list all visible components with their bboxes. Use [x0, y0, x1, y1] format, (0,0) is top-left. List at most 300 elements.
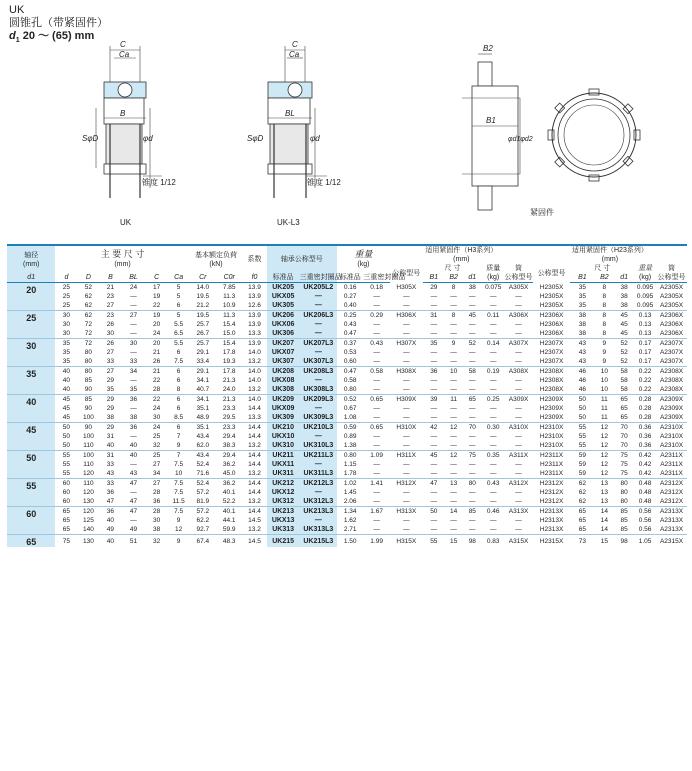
- h23-nut-head: 筒: [668, 265, 676, 272]
- table-cell: 23.3: [216, 423, 242, 433]
- table-cell: 60: [55, 479, 77, 489]
- table-cell: 70: [620, 442, 628, 449]
- table-cell: 130: [77, 535, 99, 548]
- table-cell: 36: [121, 423, 145, 433]
- table-cell: UK208L3: [300, 367, 337, 377]
- table-cell: 13.3: [248, 330, 261, 337]
- col-shaft: 轴径 (mm): [7, 245, 55, 273]
- table-cell: 47: [423, 479, 445, 489]
- table-cell: UK307L3: [300, 357, 337, 367]
- table-cell: 22: [146, 395, 168, 405]
- table-cell: 0.48: [638, 498, 652, 505]
- table-cell: 26: [106, 321, 115, 328]
- figures-panel: [0, 38, 692, 238]
- table-cell: 8: [451, 284, 456, 291]
- table-cell: 45: [620, 330, 628, 337]
- table-cell: 40: [129, 442, 138, 449]
- table-cell: H2311X: [540, 461, 564, 468]
- table-cell: 0.56: [638, 526, 652, 533]
- table-cell: —: [515, 414, 522, 421]
- table-cell: 23: [99, 311, 121, 321]
- table-cell: 0.11: [482, 311, 504, 321]
- table-cell: 55: [62, 470, 71, 477]
- table-cell: H2313X: [533, 507, 570, 517]
- table-cell: 80: [84, 358, 93, 365]
- table-cell: —: [515, 405, 522, 412]
- table-cell: 27: [99, 367, 121, 377]
- table-cell: 65: [578, 517, 586, 524]
- table-cell: 36: [106, 489, 115, 496]
- table-cell: —: [403, 414, 410, 421]
- table-cell: UK213: [267, 507, 300, 517]
- table-cell: —: [130, 433, 137, 440]
- table-cell: 1.15: [343, 461, 357, 468]
- table-cell: —: [515, 526, 522, 533]
- table-row: [7, 395, 687, 405]
- table-cell: 9: [602, 349, 607, 356]
- table-cell: —: [430, 498, 438, 505]
- table-cell: —: [373, 349, 380, 356]
- table-cell: H305X: [396, 283, 417, 291]
- head-Cr: Cr: [190, 273, 216, 283]
- table-cell: UK210: [267, 423, 300, 433]
- table-cell: —: [373, 358, 380, 365]
- table-cell: —: [489, 321, 497, 328]
- table-cell: H2310X: [539, 442, 564, 449]
- head-h23-b1: B1: [570, 273, 594, 283]
- table-cell: 5: [176, 284, 181, 291]
- table-cell: —: [450, 358, 457, 365]
- table-cell: 14.4: [248, 405, 261, 412]
- table-cell: 70: [620, 433, 628, 440]
- table-cell: 43: [578, 358, 586, 365]
- table-cell: 72: [84, 321, 93, 328]
- table-cell: 62.2: [196, 517, 210, 524]
- table-cell: H2309X: [539, 405, 564, 412]
- table-cell: 29: [99, 423, 121, 433]
- h3-mass-head: 质量: [486, 265, 501, 272]
- table-cell: UK212L3: [300, 479, 337, 489]
- sleeve-front-drawing: [548, 89, 640, 181]
- table-row: [7, 423, 687, 433]
- table-cell: —: [515, 442, 522, 449]
- table-cell: UK312: [267, 497, 300, 507]
- table-cell: 26: [152, 358, 161, 365]
- table-cell: 50: [62, 433, 71, 440]
- table-cell: 12: [600, 442, 608, 449]
- table-cell: 80: [620, 498, 628, 505]
- table-cell: 47: [129, 498, 138, 505]
- table-cell: 0.53: [343, 349, 357, 356]
- table-cell: 29.1: [190, 367, 216, 377]
- table-cell: 14.0: [196, 284, 210, 291]
- table-cell: 40: [62, 386, 71, 393]
- table-cell: UKX12: [267, 488, 300, 497]
- table-cell: 35: [578, 302, 586, 309]
- table-cell: 6: [176, 302, 181, 309]
- table-cell: 35.1: [196, 405, 210, 412]
- table-cell: UK210L3: [300, 423, 337, 433]
- table-cell: 22: [152, 302, 161, 309]
- table-cell: 38: [129, 414, 138, 421]
- table-cell: 0.48: [634, 479, 656, 489]
- table-cell: UK307: [267, 357, 300, 367]
- head-h3-b2: B2: [445, 273, 463, 283]
- table-cell: 1.67: [363, 507, 389, 517]
- table-cell: —: [450, 405, 457, 412]
- table-cell: 14.4: [248, 489, 261, 496]
- table-cell: 20: [146, 339, 168, 349]
- table-cell: 12: [594, 451, 614, 461]
- table-cell: 0.36: [638, 442, 652, 449]
- table-cell: 57.2: [190, 507, 216, 517]
- table-cell: 38: [620, 293, 628, 300]
- table-row: [7, 283, 687, 293]
- table-cell: 1.99: [363, 535, 389, 548]
- table-cell: 50: [62, 442, 71, 449]
- table-cell: 30: [55, 311, 77, 321]
- table-cell: 1.02: [337, 479, 363, 489]
- table-cell: 9: [602, 358, 607, 365]
- table-cell: 0.37: [337, 339, 363, 349]
- table-cell: 62: [570, 479, 594, 489]
- table-cell: 8: [176, 386, 181, 393]
- table-cell: 14: [600, 526, 608, 533]
- col-load: 基本额定负荷 (kN): [190, 245, 243, 273]
- table-cell: A311X: [504, 451, 533, 461]
- table-cell: —: [430, 405, 438, 412]
- h23-model-head: 公称型号: [537, 269, 566, 277]
- table-cell: —: [130, 321, 137, 328]
- table-cell: 19.5: [196, 293, 210, 300]
- label-sd: SφD: [82, 134, 99, 143]
- table-cell: 100: [82, 433, 94, 440]
- table-cell: A309X: [504, 395, 533, 405]
- table-cell: 80: [614, 479, 634, 489]
- table-cell: 13: [600, 489, 608, 496]
- table-cell: 21: [106, 284, 115, 291]
- table-cell: 14.0: [242, 395, 266, 405]
- table-cell: 38: [106, 414, 115, 421]
- table-cell: —: [469, 461, 476, 468]
- table-cell: —: [403, 358, 410, 365]
- table-cell: 0.43: [482, 479, 504, 489]
- table-cell: —: [469, 349, 476, 356]
- table-cell: 21: [146, 367, 168, 377]
- table-cell: 42: [423, 423, 445, 433]
- table-cell: —: [300, 292, 337, 301]
- table-cell: 0.35: [482, 451, 504, 461]
- taper-label-ukl3: 锥度 1/12: [307, 178, 341, 187]
- table-cell: 50: [578, 414, 586, 421]
- table-cell: A307X: [504, 339, 533, 349]
- table-cell: 38: [578, 321, 586, 328]
- table-cell: A2310X: [659, 442, 684, 449]
- table-cell: 5: [168, 311, 190, 321]
- table-cell: 65: [620, 414, 628, 421]
- table-cell: 51: [121, 535, 145, 548]
- table-cell: 15.4: [222, 321, 236, 328]
- table-cell: 33.4: [196, 358, 210, 365]
- h3-size-head: 尺 寸: [444, 265, 461, 272]
- table-cell: —: [515, 330, 522, 337]
- table-cell: 11: [445, 395, 463, 405]
- table-cell: 21.3: [216, 395, 242, 405]
- h3-nut-head: 筒: [515, 265, 523, 272]
- table-cell: 24.0: [222, 386, 236, 393]
- table-cell: 80: [77, 367, 99, 377]
- table-cell: UK209L3: [300, 395, 337, 405]
- table-cell: 55: [62, 461, 71, 468]
- table-cell: —: [300, 460, 337, 469]
- table-cell: 70: [462, 423, 482, 433]
- table-cell: 34: [121, 367, 145, 377]
- table-cell: H306X: [390, 311, 423, 321]
- table-cell: —: [450, 498, 457, 505]
- table-cell: —: [373, 470, 380, 477]
- table-cell: H2310X: [539, 433, 564, 440]
- table-cell: A2310X: [659, 433, 684, 440]
- table-cell: 50: [55, 423, 77, 433]
- head-std: 标准品: [267, 273, 300, 283]
- table-cell: 0.40: [343, 302, 357, 309]
- table-cell: UK205L2: [300, 283, 337, 293]
- table-cell: UK211: [267, 451, 300, 461]
- table-cell: 0.29: [363, 311, 389, 321]
- table-cell: 33: [106, 461, 115, 468]
- table-cell: 52: [620, 358, 628, 365]
- table-cell: H2308X: [539, 377, 564, 384]
- table-cell: 24: [146, 423, 168, 433]
- label-d: φd: [143, 134, 153, 143]
- table-row: [7, 357, 687, 367]
- table-cell: 45: [55, 395, 77, 405]
- table-cell: 67.4: [190, 535, 216, 548]
- label-sd-l3: SφD: [247, 134, 264, 143]
- table-cell: 7.5: [174, 489, 184, 496]
- table-cell: 0.43: [363, 339, 389, 349]
- table-cell: A2310X: [656, 423, 687, 433]
- table-cell: H2308X: [533, 367, 570, 377]
- table-cell: A2306X: [659, 321, 684, 328]
- table-cell: H2306X: [533, 311, 570, 321]
- table-cell: 12: [600, 470, 608, 477]
- table-cell: A2308X: [656, 367, 687, 377]
- table-cell: —: [469, 358, 476, 365]
- table-cell: 0.48: [638, 489, 652, 496]
- table-cell: 15.4: [216, 339, 242, 349]
- table-cell: 49: [129, 526, 138, 533]
- table-cell: 39: [423, 395, 445, 405]
- table-cell: —: [373, 461, 380, 468]
- table-cell: UK309: [267, 413, 300, 423]
- table-cell: 27: [146, 479, 168, 489]
- table-cell: 65: [620, 405, 628, 412]
- table-cell: 25: [152, 433, 161, 440]
- table-cell: 45: [62, 405, 71, 412]
- table-cell: 35: [423, 339, 445, 349]
- table-cell: 43.4: [190, 451, 216, 461]
- table-cell: —: [403, 470, 410, 477]
- table-cell: 0.28: [638, 414, 652, 421]
- table-cell: 0.25: [482, 395, 504, 405]
- table-cell: 52.2: [222, 498, 236, 505]
- table-cell: —: [469, 386, 476, 393]
- table-cell: 13.9: [248, 293, 261, 300]
- table-cell: 60: [62, 489, 71, 496]
- table-cell: 12: [445, 451, 463, 461]
- table-cell: —: [373, 442, 380, 449]
- table-cell: 35: [578, 293, 586, 300]
- table-cell: 0.28: [638, 405, 652, 412]
- table-cell: UK208: [267, 367, 300, 377]
- table-cell: A2308X: [659, 386, 684, 393]
- table-cell: 100: [82, 414, 94, 421]
- table-cell: A2311X: [660, 461, 683, 468]
- table-cell: 0.56: [638, 517, 652, 524]
- head-w-l3: 三重密封圈品: [363, 274, 406, 281]
- table-cell: 28: [152, 386, 161, 393]
- head-h3-kg: (kg): [482, 273, 504, 283]
- table-cell: 80: [462, 479, 482, 489]
- table-cell: 65: [614, 395, 634, 405]
- table-cell: 0.075: [485, 284, 502, 291]
- table-cell: 65: [62, 517, 71, 524]
- table-cell: —: [430, 293, 438, 300]
- table-cell: 21: [152, 349, 161, 356]
- table-cell: A2309X: [659, 405, 684, 412]
- table-cell: 38: [620, 302, 628, 309]
- table-cell: —: [489, 330, 497, 337]
- table-cell: —: [373, 414, 380, 421]
- shaft-diameter-cell: 60: [7, 507, 55, 535]
- shaft-diameter-cell: 20: [7, 283, 55, 311]
- shaft-diameter-cell: 40: [7, 395, 55, 423]
- table-cell: H309X: [390, 395, 423, 405]
- table-cell: 21.2: [196, 302, 210, 309]
- table-cell: —: [300, 376, 337, 385]
- table-cell: 58: [620, 377, 628, 384]
- table-cell: A2307X: [659, 358, 684, 365]
- table-cell: 49: [106, 526, 115, 533]
- table-cell: 90: [84, 386, 93, 393]
- table-cell: 90: [77, 423, 99, 433]
- table-cell: 24: [152, 330, 161, 337]
- table-cell: 85: [77, 395, 99, 405]
- table-cell: 70: [614, 423, 634, 433]
- table-cell: 27: [121, 311, 145, 321]
- table-cell: 100: [77, 451, 99, 461]
- table-cell: 45: [614, 311, 634, 321]
- table-cell: 23.3: [222, 405, 236, 412]
- table-cell: —: [403, 498, 410, 505]
- table-cell: —: [130, 377, 137, 384]
- table-cell: —: [515, 489, 522, 496]
- table-cell: H2312X: [539, 498, 564, 505]
- table-cell: A2311X: [660, 470, 683, 477]
- table-cell: UK207: [267, 339, 300, 349]
- table-cell: 58: [620, 386, 628, 393]
- table-cell: —: [373, 405, 380, 412]
- head-C: C: [146, 273, 168, 283]
- table-cell: —: [515, 433, 522, 440]
- table-cell: —: [403, 302, 410, 309]
- table-cell: 10: [445, 367, 463, 377]
- table-cell: —: [515, 498, 522, 505]
- table-cell: —: [489, 489, 497, 496]
- table-row: [7, 311, 687, 321]
- table-cell: 33: [129, 358, 138, 365]
- table-row: [7, 488, 687, 497]
- table-cell: 0.52: [337, 395, 363, 405]
- table-row: [7, 376, 687, 385]
- table-cell: UK306: [267, 329, 300, 339]
- table-row: [7, 460, 687, 469]
- table-cell: H2309X: [539, 414, 564, 421]
- table-cell: —: [403, 405, 410, 412]
- table-cell: 47: [106, 498, 115, 505]
- table-cell: H2312X: [533, 479, 570, 489]
- table-cell: 65: [462, 395, 482, 405]
- table-cell: 36.2: [222, 461, 236, 468]
- table-cell: 43: [106, 470, 115, 477]
- table-cell: 14.4: [242, 479, 266, 489]
- table-cell: —: [515, 349, 522, 356]
- table-cell: —: [489, 433, 497, 440]
- table-cell: —: [403, 442, 410, 449]
- table-cell: 8: [602, 284, 607, 291]
- table-cell: 35: [62, 358, 71, 365]
- table-cell: A310X: [504, 423, 533, 433]
- table-cell: —: [130, 405, 137, 412]
- table-cell: H2305X: [539, 283, 564, 291]
- table-row: [7, 432, 687, 441]
- table-cell: 12: [600, 461, 608, 468]
- table-cell: A2308X: [659, 377, 684, 384]
- head-Ca: Ca: [168, 273, 190, 283]
- table-cell: 13: [445, 479, 463, 489]
- series-title: 圆锥孔（带紧固件）: [9, 17, 108, 29]
- table-cell: 31: [99, 451, 121, 461]
- table-cell: UK311: [267, 469, 300, 479]
- table-cell: 130: [82, 498, 94, 505]
- table-cell: A2309X: [656, 395, 687, 405]
- table-cell: —: [450, 517, 457, 524]
- table-cell: 19: [152, 293, 161, 300]
- table-row: [7, 469, 687, 479]
- table-row: [7, 535, 687, 548]
- table-cell: 0.095: [636, 284, 654, 291]
- table-cell: A2312X: [659, 498, 684, 505]
- table-cell: 7: [168, 451, 190, 461]
- table-cell: 34.1: [190, 395, 216, 405]
- table-cell: —: [489, 293, 497, 300]
- table-cell: 13.9: [242, 339, 266, 349]
- table-row: [7, 367, 687, 377]
- table-cell: 5: [176, 293, 181, 300]
- table-cell: 14.0: [248, 377, 261, 384]
- head-l3: 三重密封圈品: [299, 274, 342, 281]
- table-cell: 30: [106, 330, 115, 337]
- shaft-diameter-cell: 45: [7, 423, 55, 451]
- table-cell: 30: [62, 330, 71, 337]
- table-cell: 45: [62, 414, 71, 421]
- table-cell: 24: [152, 405, 161, 412]
- table-cell: —: [450, 293, 457, 300]
- table-cell: 17: [152, 284, 161, 291]
- table-cell: —: [373, 330, 380, 337]
- table-cell: H312X: [390, 479, 423, 489]
